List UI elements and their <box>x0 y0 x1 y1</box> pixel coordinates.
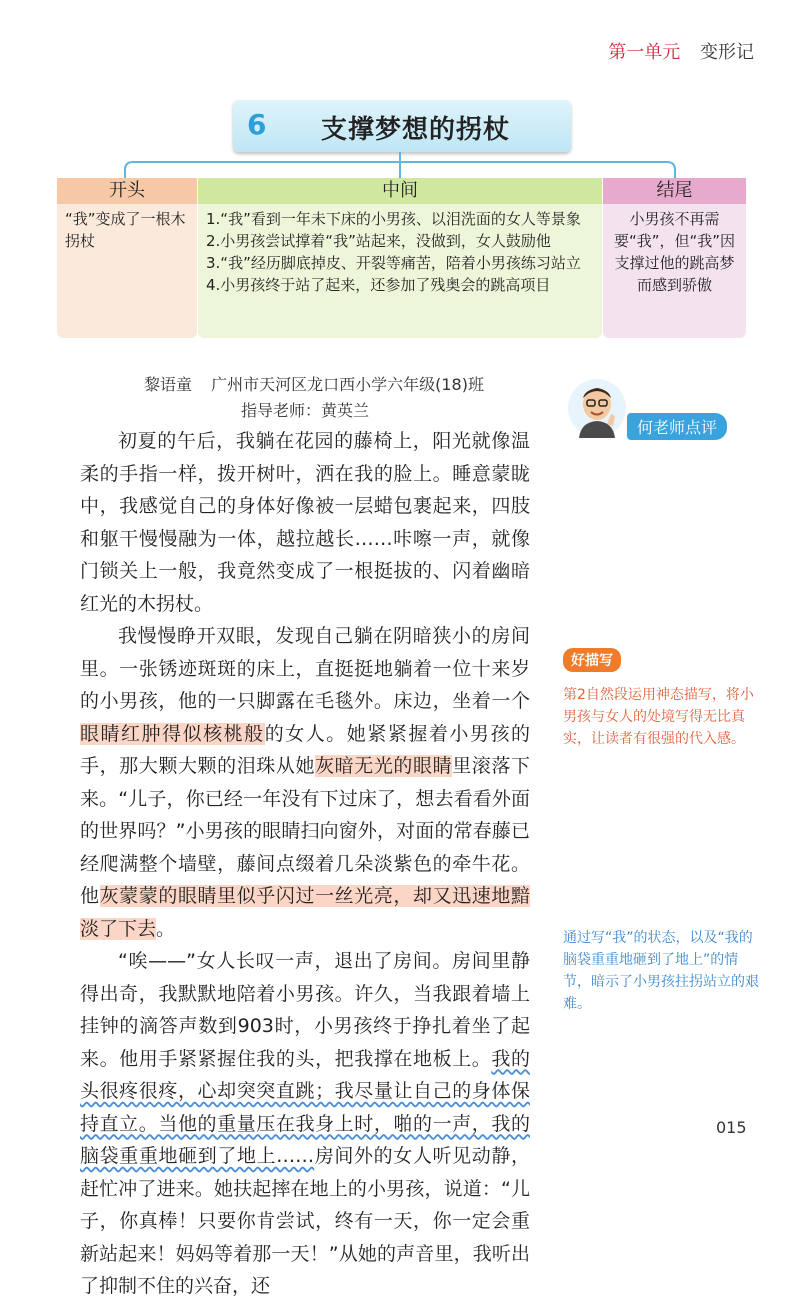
highlighted-phrase: 灰蒙蒙的眼睛里似乎闪过一丝光亮，却又迅速地黯淡了下去 <box>80 885 530 940</box>
essay-body <box>80 425 530 1303</box>
underlined-phrase: 我的头很疼很疼，心却突突直跳；我尽量让自己的身体保持直立。当他的重量压在我身上时，啪的一声，我的脑袋重重地砸到了地上…… <box>80 1047 530 1167</box>
essay-paragraph <box>80 620 530 945</box>
page-number: 015 <box>716 1118 747 1137</box>
outline-middle-item: 1.“我”看到一年未下床的小男孩、以泪洗面的女人等景象 <box>206 210 581 228</box>
outline-middle-label: 中间 <box>198 178 602 204</box>
lesson-title-banner <box>233 100 571 152</box>
lesson-number: 6 <box>247 108 267 141</box>
outline-middle-item: 2.小男孩尝试撑着“我”站起来，没做到，女人鼓励他 <box>206 232 551 250</box>
essay-paragraph: 初夏的午后，我躺在花园的藤椅上，阳光就像温柔的手指一样，拨开树叶，洒在我的脸上。睡意蒙眬中，我感觉自己的身体好像被一层蜡包裹起来，四肢和躯干慢慢融为一体，越拉越长……咔嚓一声，就像门锁关上一般，我竟然变成了一根挺拔的、闪着幽暗红光的木拐杖。 <box>80 430 530 615</box>
highlighted-phrase: 眼睛红肿得似核桃般 <box>80 722 265 745</box>
teacher-line: 指导老师：黄英兰 <box>241 401 370 420</box>
author-line <box>144 372 484 395</box>
essay-text: “唉——”女人长叹一声，退出了房间。房间里静得出奇，我默默地陪着小男孩。许久，当我跟着墙上挂钟的滴答声数到903时，小男孩终于挣扎着坐了起来。他用手紧紧握住我的头，把我撑在地板上。 <box>80 950 530 1070</box>
lesson-title: 支撑梦想的拐杖 <box>321 115 511 145</box>
review-label: 何老师点评 <box>627 413 727 440</box>
outline-start-label: 开头 <box>57 178 197 204</box>
essay-paragraph <box>80 945 530 1303</box>
outline-middle-item: 3.“我”经历脚底掉皮、开裂等痛苦，陪着小男孩练习站立 <box>206 254 581 272</box>
outline-middle-item: 4.小男孩终于站了起来，还参加了残奥会的跳高项目 <box>206 276 551 294</box>
teacher-avatar-icon <box>567 378 627 438</box>
margin-note-2: 通过写“我”的状态，以及“我的脑袋重重地砸到了地上”的情节，暗示了小男孩拄拐站立的艰难。 <box>563 930 759 1012</box>
author-school: 广州市天河区龙口西小学六年级(18)班 <box>211 375 484 394</box>
author-name: 黎语童 <box>144 375 193 394</box>
essay-text: 房间外的女人听见动静，赶忙冲了进来。她扶起摔在地上的小男孩，说道：“儿子，你真棒！只要你肯尝试，终有一天，你一定会重新站起来！妈妈等着那一天！”从她的声音里，我听出了抑制不住的兴奋，还 <box>80 1145 530 1297</box>
outline-end-label: 结尾 <box>603 178 746 204</box>
essay-text: 。 <box>156 917 176 940</box>
outline-end-text: 小男孩不再需要“我”，但“我”因支撑过他的跳高梦而感到骄傲 <box>613 210 736 294</box>
unit-header <box>608 38 754 64</box>
outline-middle-column <box>198 178 602 338</box>
essay-text: 的女人。她紧紧握着小男孩的手，那大颗大颗的泪珠从她 <box>80 722 530 777</box>
essay-text: 我慢慢睁开双眼，发现自己躺在阴暗狭小的房间里。一张锈迹斑斑的床上，直挺挺地躺着一位十来岁的小男孩，他的一只脚露在毛毯外。床边，坐着一个 <box>80 625 530 712</box>
good-description-badge: 好描写 <box>563 648 621 672</box>
unit-label: 第一单元 <box>608 42 681 63</box>
outline-start-column <box>57 178 197 338</box>
margin-note-1: 第2自然段运用神态描写，将小男孩与女人的处境写得无比真实，让读者有很强的代入感。 <box>563 687 754 747</box>
outline-end-column <box>603 178 746 338</box>
essay-text: 里滚落下来。“儿子，你已经一年没有下过床了，想去看看外面的世界吗？”小男孩的眼睛扫向窗外，对面的常春藤已经爬满整个墙壁，藤间点缀着几朵淡紫色的牵牛花。他 <box>80 755 530 907</box>
unit-subtitle: 变形记 <box>700 42 754 63</box>
outline-start-text: “我”变成了一根木拐杖 <box>65 210 186 250</box>
highlighted-phrase: 灰暗无光的眼睛 <box>315 755 453 777</box>
